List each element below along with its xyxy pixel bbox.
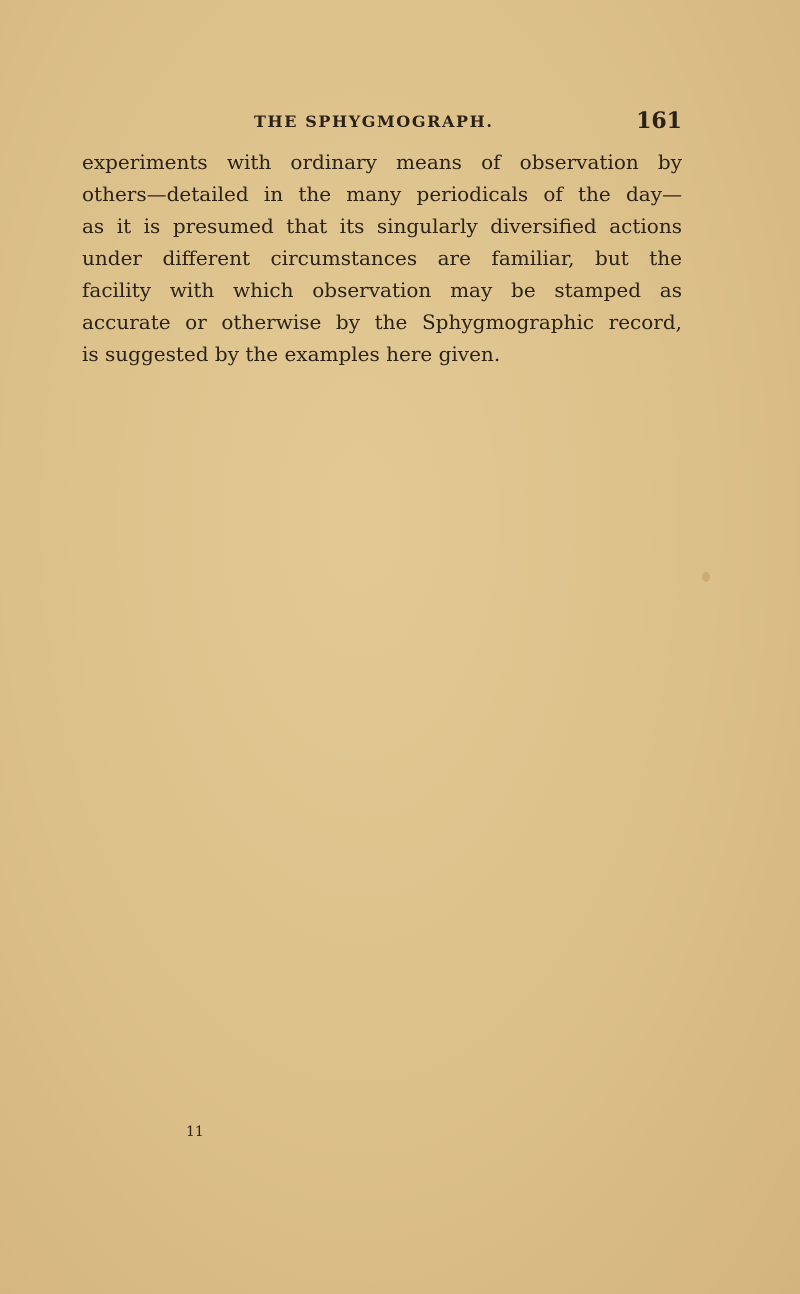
text-line: accurate or otherwise by the Sphygmographic record, xyxy=(82,310,682,334)
text-line: facility with which observation may be stamped as xyxy=(82,278,682,302)
signature-mark: 11 xyxy=(186,1124,204,1140)
text-line: experiments with ordinary means of observation by xyxy=(82,150,682,174)
body-paragraph xyxy=(82,146,682,370)
text-line: as it is presumed that its singularly diversified actions xyxy=(82,214,682,238)
page-number: 161 xyxy=(636,108,682,134)
running-head xyxy=(82,108,682,138)
running-title: THE SPHYGMOGRAPH. xyxy=(254,112,494,131)
text-line: is suggested by the examples here given. xyxy=(82,342,501,366)
text-line: others—detailed in the many periodicals of the day— xyxy=(82,182,682,206)
text-line: under different circumstances are familiar, but the xyxy=(82,246,682,270)
paper-speck xyxy=(702,572,710,582)
